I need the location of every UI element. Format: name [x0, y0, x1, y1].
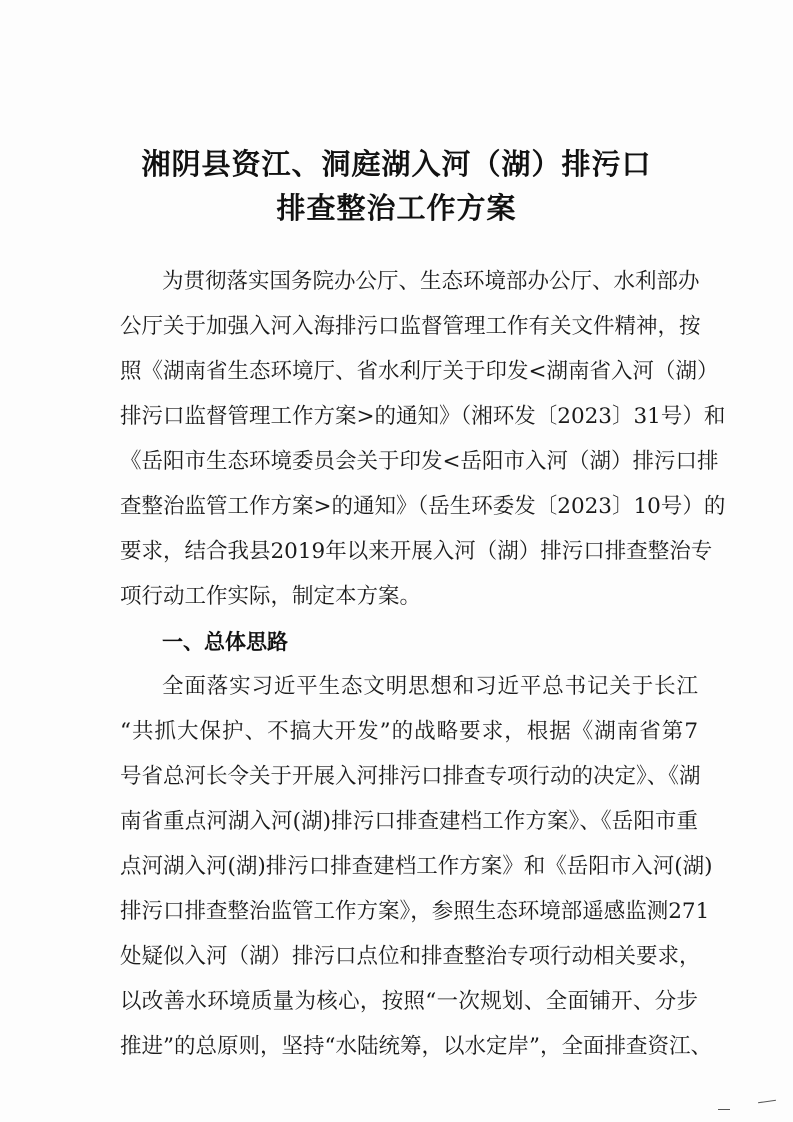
paragraph2-line: “共抓大保护、不搞大开发”的战略要求，根据《湖南省第7 — [120, 719, 698, 744]
paragraph1-line: 项行动工作实际，制定本方案。 — [120, 584, 422, 609]
paragraph1-line: 公厅关于加强入河入海排污口监督管理工作有关文件精神，按 — [120, 314, 701, 339]
paragraph1-line: 要求，结合我县2019年以来开展入河（湖）排污口排查整治专 — [120, 539, 713, 564]
paragraph2-line: 以改善水环境质量为核心，按照“一次规划、全面铺开、分步 — [120, 989, 698, 1014]
paragraph2-line: 南省重点河湖入河(湖)排污口排查建档工作方案》、《岳阳市重 — [120, 809, 698, 834]
scan-mark — [718, 1109, 730, 1110]
paragraph2-line: 处疑似入河（湖）排污口点位和排查整治专项行动相关要求， — [120, 944, 701, 969]
paragraph2-line: 点河湖入河(湖)排污口排查建档工作方案》和《岳阳市入河(湖) — [120, 854, 713, 879]
document-title-line-1: 湘阴县资江、洞庭湖入河（湖）排污口 — [141, 147, 652, 181]
paragraph1-line: 查整治监管工作方案>的通知》（岳生环委发〔2023〕10号）的 — [120, 494, 726, 519]
paragraph1-line: 照《湖南省生态环境厅、省水利厅关于印发<湖南省入河（湖） — [120, 359, 719, 384]
paragraph2-line: 全面落实习近平生态文明思想和习近平总书记关于长江 — [162, 674, 698, 699]
scan-mark — [758, 1100, 776, 1103]
paragraph2-line: 号省总河长令关于开展入河排污口排查专项行动的决定》、《湖 — [120, 764, 701, 789]
paragraph2-line: 排污口排查整治监管工作方案》，参照生态环境部遥感监测271 — [120, 899, 710, 924]
document-title-line-2: 排查整治工作方案 — [276, 191, 517, 225]
section-heading: 一、总体思路 — [162, 630, 288, 654]
paragraph1-line: 《岳阳市生态环境委员会关于印发<岳阳市入河（湖）排污口排 — [120, 449, 719, 474]
paragraph1-line: 排污口监督管理工作方案>的通知》（湘环发〔2023〕31号）和 — [120, 404, 726, 429]
paragraph2-line: 推进”的总原则，坚持“水陆统筹，以水定岸”，全面排查资江、 — [120, 1034, 712, 1059]
paragraph1-line: 为贯彻落实国务院办公厅、生态环境部办公厅、水利部办 — [162, 269, 700, 294]
